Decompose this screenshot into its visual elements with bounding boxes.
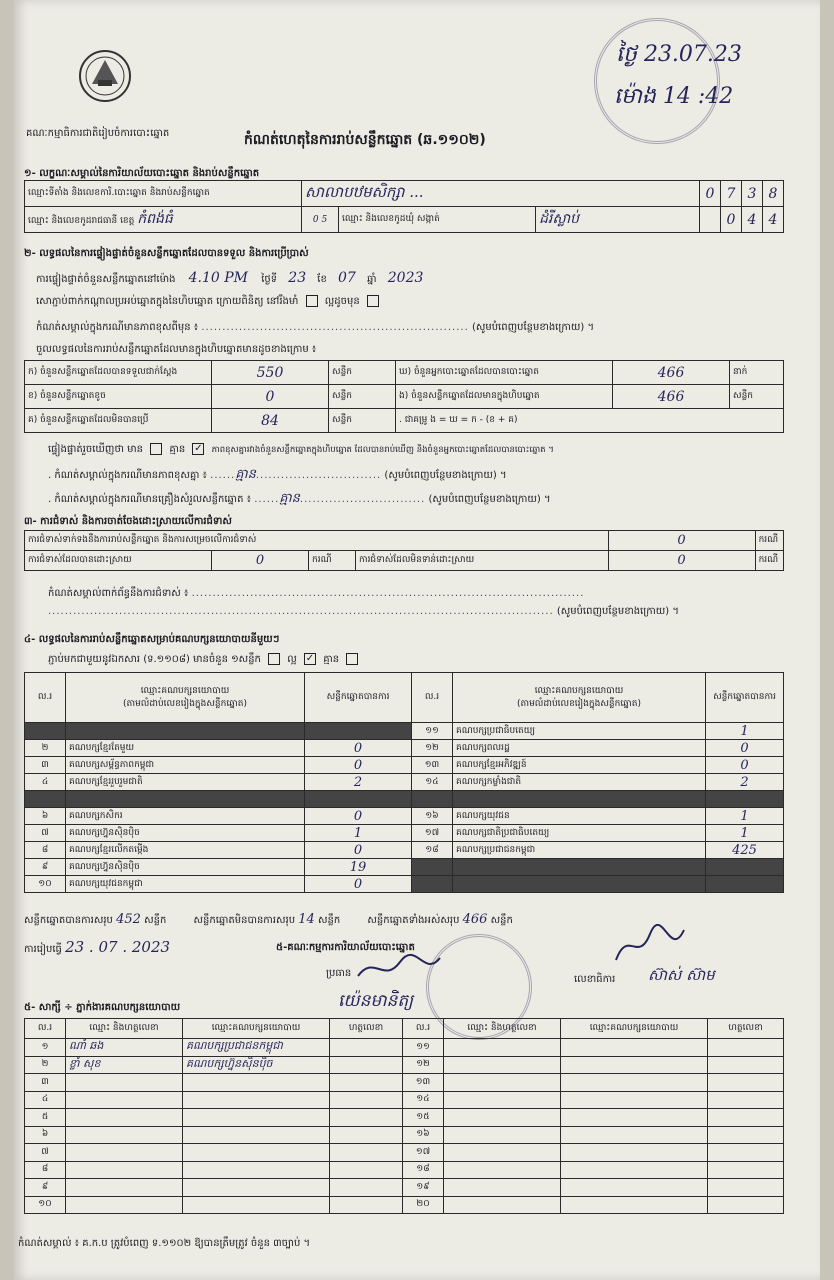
- party-no: [25, 723, 66, 740]
- checkbox-no-diff[interactable]: ✓: [194, 443, 203, 454]
- table-row: [25, 825, 784, 842]
- total-all-value: 466: [462, 912, 488, 927]
- count-label: ង) ចំនួនសន្លឹកឆ្នោតដែលមានក្នុងហិបឆ្នោត: [396, 385, 613, 409]
- party-name: គណបក្សហ្វ៊ុនស៊ិនប៉ិច: [66, 825, 305, 842]
- witness-no: ១៦: [403, 1126, 444, 1144]
- witness-party: គណបក្សហ្វ៊ុនស៊ិនប៉ិច: [183, 1056, 330, 1074]
- count-unit: សន្លឹក: [329, 361, 396, 385]
- party-no: ៨: [25, 842, 66, 859]
- table-row: [25, 791, 784, 808]
- witness-party: [561, 1179, 708, 1197]
- unresolved-value: 0: [608, 551, 755, 571]
- complaint-value: 0: [608, 531, 755, 551]
- witness-signature: [708, 1039, 784, 1057]
- unit-label: សន្លឹក: [317, 915, 341, 926]
- total-valid-value: 452: [116, 912, 141, 927]
- witness-no: ១០: [25, 1196, 66, 1214]
- unresolved-unit: ករណី: [755, 551, 783, 571]
- complaint-unit: ករណី: [755, 531, 783, 551]
- location-table: [24, 180, 784, 233]
- table-row: [25, 774, 784, 791]
- province-code: 0: [312, 214, 319, 225]
- witness-signature: [708, 1161, 784, 1179]
- witness-name: ខ្លាំ សុខ: [66, 1056, 183, 1074]
- party-no: [412, 876, 453, 893]
- party-votes: 1: [305, 825, 412, 842]
- province-value: កំពង់ធំ: [137, 211, 173, 227]
- party-name: គណបក្សជាតិប្រជាធិបតេយ្យ: [453, 825, 706, 842]
- document-title: កំណត់ហេតុនៃការរាប់សន្លឹកឆ្នោត (ឆ.១១០២): [244, 132, 486, 148]
- witness-party: [561, 1144, 708, 1162]
- party-no: [412, 859, 453, 876]
- witness-signature: [330, 1161, 403, 1179]
- note2-line: . កំណត់សម្គាល់ក្នុងករណីមានគ្រឿងសំរួលសន្លឹកឆ្នោត ៖ ......គ្មាន.............................. (សូមបំពេញបន្ថែមខាងក្រោយ) ។: [48, 491, 551, 506]
- section3-heading: ៣- ការជំទាស់ និងការចាត់ចែងដោះស្រាយលើការជំទាស់: [24, 516, 232, 527]
- party-votes: 2: [706, 774, 784, 791]
- party-votes: 2: [305, 774, 412, 791]
- witness-signature: [330, 1039, 403, 1057]
- chair-role: ប្រធាន: [326, 968, 352, 979]
- party-no: ៦: [25, 808, 66, 825]
- party-name: [453, 876, 706, 893]
- opt-none-label: គ្មាន: [323, 654, 340, 665]
- location-label: ឈ្មោះទីតាំង និងលេខការិ.បោះឆ្នោត និងរាប់សន្លឹកឆ្នោត: [25, 181, 302, 207]
- col-party-sub: (តាមលំដាប់លេខរៀងក្នុងសន្លឹកឆ្នោត): [123, 698, 247, 709]
- province-label: ឈ្មោះ និងលេខកូដរាជធានី ខេត្ត: [28, 216, 135, 226]
- witness-no: ២០: [403, 1196, 444, 1214]
- count-label: គ) ចំនួនសន្លឹកឆ្នោតដែលមិនបានប្រើ: [25, 409, 212, 433]
- table-row: [25, 1126, 784, 1144]
- witness-name: [444, 1161, 561, 1179]
- complaint-table: [24, 530, 784, 571]
- day-label: ថ្ងៃទី: [261, 274, 278, 285]
- discrepancy-line: [48, 442, 554, 457]
- voted-value: 466: [613, 361, 730, 385]
- complaint-note-label: កំណត់សម្គាល់ពាក់ព័ន្ធនឹងការជំទាស់ ៖: [48, 588, 189, 599]
- party-no: ១៧: [412, 825, 453, 842]
- party-name: គណបក្សខ្មែរលើកតម្កើង: [66, 842, 305, 859]
- complaint-note-cont: ......................................................................................................................... (សូមបំពេញបន្ថែមខាងក្រោយ) ។: [48, 606, 679, 617]
- witness-party: [561, 1109, 708, 1127]
- witness-party: [183, 1091, 330, 1109]
- witness-signature: [330, 1196, 403, 1214]
- party-no: ១៨: [412, 842, 453, 859]
- commune-code-digit: 4: [742, 207, 763, 233]
- witness-name: [444, 1196, 561, 1214]
- count-label: ខ) ចំនួនសន្លឹកឆ្នោតខូច: [25, 385, 212, 409]
- complaint-label: ការជំទាស់ទាក់ទងនឹងការរាប់សន្លឹកឆ្នោត និងការសម្រេចលើការជំទាស់: [25, 531, 609, 551]
- witness-name: [66, 1179, 183, 1197]
- witness-no: ១៣: [403, 1074, 444, 1092]
- count-unit: សន្លឹក: [730, 385, 784, 409]
- secretary-name: ស៊ាស់ ស៊ាម: [648, 966, 715, 984]
- party-name: [453, 859, 706, 876]
- witness-signature: [330, 1109, 403, 1127]
- witness-party: [183, 1196, 330, 1214]
- party-no: ១១: [412, 723, 453, 740]
- col-votes-header: សន្លឹកឆ្នោតបានការ: [305, 673, 412, 723]
- witness-party: [183, 1109, 330, 1127]
- party-votes: 425: [706, 842, 784, 859]
- witness-party: [183, 1144, 330, 1162]
- check-label: ផ្ទៀងផ្ទាត់រួចឃើញថា មាន: [48, 444, 144, 455]
- party-name: គណបក្សប្រជាធិបតេយ្យ: [453, 723, 706, 740]
- witness-no: ១៤: [403, 1091, 444, 1109]
- party-name: [66, 723, 305, 740]
- witness-no: ៩: [25, 1179, 66, 1197]
- witness-name: [66, 1144, 183, 1162]
- col-no-header: ល.រ: [412, 673, 453, 723]
- unresolved-label: ការជំទាស់ដែលមិនទាន់ដោះស្រាយ: [356, 551, 609, 571]
- col-votes-header: សន្លឹកឆ្នោតបានការ: [706, 673, 784, 723]
- table-row: [25, 808, 784, 825]
- witness-signature: [330, 1091, 403, 1109]
- ballot-count-table: [24, 360, 784, 433]
- witness-name: ណាំ ឆង: [66, 1039, 183, 1057]
- note1-line: . កំណត់សម្គាល់ក្នុងករណីមានភាពខុសគ្នា ៖ ......គ្មាន.............................. (សូមបំពេញបន្ថែមខាងក្រោយ) ។: [48, 467, 507, 482]
- table-row: [25, 1039, 784, 1057]
- witness-party: [561, 1091, 708, 1109]
- table-row: [25, 723, 784, 740]
- secretary-signature-icon: [610, 924, 690, 968]
- party-no: [412, 791, 453, 808]
- party-no: ១៦: [412, 808, 453, 825]
- party-no: ៧: [25, 825, 66, 842]
- diff-note-line: កំណត់សម្គាល់ក្នុងករណីមានភាពខុសពីមុន ៖ ................................................................ (សូមបំពេញបន្ថែមខាងក្រោយ) ។: [36, 322, 595, 333]
- intact-label: ល្អដូចមុន: [324, 296, 360, 307]
- w-col-sign: ហត្ថលេខា: [708, 1019, 784, 1039]
- table-row: [25, 740, 784, 757]
- witness-signature: [330, 1074, 403, 1092]
- table-row: [25, 1144, 784, 1162]
- party-votes: [706, 859, 784, 876]
- witness-no: ១៨: [403, 1161, 444, 1179]
- total-invalid-value: 14: [298, 912, 315, 927]
- made-at-line: [24, 938, 170, 957]
- location-value: សាលាបឋមសិក្សា ...: [302, 181, 700, 207]
- resolved-label: ការជំទាស់ដែលបានដោះស្រាយ: [25, 551, 212, 571]
- chair-signature-icon: [354, 948, 444, 988]
- party-no: [25, 791, 66, 808]
- party-no: ៣: [25, 757, 66, 774]
- verify-label: ការផ្ទៀងផ្ទាត់ចំនួនសន្លឹកឆ្នោតនៅម៉ោង: [36, 274, 176, 285]
- party-no: ៩: [25, 859, 66, 876]
- party-votes: 0: [706, 757, 784, 774]
- w-col-sign: ហត្ថលេខា: [330, 1019, 403, 1039]
- party-votes: 0: [305, 808, 412, 825]
- witness-signature: [708, 1196, 784, 1214]
- col-party-header: ឈ្មោះគណបក្សនយោបាយ: [140, 685, 230, 696]
- resolved-unit: ករណី: [309, 551, 356, 571]
- party-no: ១០: [25, 876, 66, 893]
- complaint-note-tail: (សូមបំពេញបន្ថែមខាងក្រោយ) ។: [556, 606, 679, 617]
- diff-note-tail: (សូមបំពេញបន្ថែមខាងក្រោយ) ។: [471, 322, 595, 333]
- note1-tail: (សូមបំពេញបន្ថែមខាងក្រោយ) ។: [384, 470, 507, 481]
- party-votes: [305, 723, 412, 740]
- party-name: [453, 791, 706, 808]
- witness-no: ១៩: [403, 1179, 444, 1197]
- witness-signature: [330, 1144, 403, 1162]
- province-code: 5: [321, 214, 328, 225]
- w-col-name: ឈ្មោះ និងហត្ថលេខា: [66, 1019, 183, 1039]
- note2-tail: (សូមបំពេញបន្ថែមខាងក្រោយ) ។: [428, 494, 551, 505]
- witness-party: [183, 1074, 330, 1092]
- section4-heading: ៤- លទ្ធផលនៃការរាប់សន្លឹកឆ្នោតសម្រាប់គណបក្សនយោបាយនីមួយៗ: [24, 634, 280, 645]
- witness-name: [444, 1039, 561, 1057]
- witness-signature: [330, 1126, 403, 1144]
- party-votes: 1: [706, 825, 784, 842]
- checkbox-has-diff[interactable]: [150, 443, 162, 455]
- witness-party: [183, 1126, 330, 1144]
- witness-party: [183, 1179, 330, 1197]
- note2-label: . កំណត់សម្គាល់ក្នុងករណីមានគ្រឿងសំរួលសន្លឹកឆ្នោត ៖: [48, 494, 251, 505]
- party-no: ១៤: [412, 774, 453, 791]
- unused-value: 84: [212, 409, 329, 433]
- witness-signature: [708, 1074, 784, 1092]
- table-row: [25, 1109, 784, 1127]
- witness-signature: [330, 1056, 403, 1074]
- witness-party: [183, 1161, 330, 1179]
- party-votes: 0: [706, 740, 784, 757]
- witness-no: ៨: [25, 1161, 66, 1179]
- party-name: គណបក្សសម្ព័ន្ធភាពកម្ពុជា: [66, 757, 305, 774]
- witness-no: ៧: [25, 1144, 66, 1162]
- attachment-line: [48, 652, 362, 667]
- witness-no: ២: [25, 1056, 66, 1074]
- party-name: គណបក្សខ្មែរតែមួយ: [66, 740, 305, 757]
- table-row: [25, 757, 784, 774]
- col-party-sub: (តាមលំដាប់លេខរៀងក្នុងសន្លឹកឆ្នោត): [517, 698, 641, 709]
- in-box-value: 466: [613, 385, 730, 409]
- witness-name: [66, 1074, 183, 1092]
- diff-note-label: កំណត់សម្គាល់ក្នុងករណីមានភាពខុសពីមុន ៖: [36, 322, 199, 333]
- attachment-label: ភ្ជាប់មកជាមួយនូវឯកសារ (ទ.១១០៨) មានចំនួន ១សន្លឹក: [48, 654, 261, 665]
- verify-day: 23: [288, 270, 307, 286]
- commune-code-digit: 0: [721, 207, 742, 233]
- table-row: [25, 1161, 784, 1179]
- witness-no: ១: [25, 1039, 66, 1057]
- stamp-date: ថ្ងៃ 23.07.23: [616, 42, 742, 67]
- table-row: [25, 1074, 784, 1092]
- opt-good-label: ល្អ: [287, 654, 297, 665]
- section2-heading: ២- លទ្ធផលនៃការផ្ទៀងផ្ទាត់ចំនួនសន្លឹកឆ្នោតដែលបានទទួល និងការប្រើប្រាស់: [24, 248, 309, 259]
- party-votes: [706, 791, 784, 808]
- committee-name: គណៈកម្មាធិការជាតិរៀបចំការបោះឆ្នោត: [26, 128, 170, 139]
- witness-signature: [708, 1056, 784, 1074]
- section1-heading: ១- លក្ខណៈសម្គាល់នៃការិយាល័យបោះឆ្នោត និងរាប់សន្លឹកឆ្នោត: [24, 168, 260, 179]
- party-votes: 1: [706, 723, 784, 740]
- note2-value: គ្មាន: [279, 491, 300, 506]
- party-name: គណបក្សយុវជន: [453, 808, 706, 825]
- w-col-party: ឈ្មោះគណបក្សនយោបាយ: [183, 1019, 330, 1039]
- party-name: គណបក្សកសិករ: [66, 808, 305, 825]
- witness-name: [66, 1126, 183, 1144]
- total-all-label: សន្លឹកឆ្នោតទាំងអស់សរុប: [367, 915, 460, 926]
- note1-value: គ្មាន: [235, 467, 256, 482]
- witness-name: [444, 1074, 561, 1092]
- witness-no: ៦: [25, 1126, 66, 1144]
- footer-note: កំណត់សម្គាល់ ៖ គ.ក.ប ត្រូវបំពេញ ទ.១១០២ ឱ្យបានត្រឹមត្រូវ ចំនួន ៣ច្បាប់ ។: [18, 1238, 311, 1249]
- table-row: [25, 876, 784, 893]
- witness-no: ៤: [25, 1091, 66, 1109]
- col-no-header: ល.រ: [25, 673, 66, 723]
- commune-label: ឈ្មោះ និងលេខកូដឃុំ សង្កាត់: [339, 207, 536, 233]
- witness-signature: [708, 1091, 784, 1109]
- verify-year: 2023: [387, 270, 424, 286]
- party-votes: 0: [305, 757, 412, 774]
- witness-name: [66, 1196, 183, 1214]
- witness-no: ១៧: [403, 1144, 444, 1162]
- witness-no: ៥: [25, 1109, 66, 1127]
- checkbox-att-none[interactable]: [346, 653, 358, 665]
- party-no: ៤: [25, 774, 66, 791]
- witness-no: ១៥: [403, 1109, 444, 1127]
- none-label: គ្មាន: [169, 444, 186, 455]
- party-votes: 0: [305, 740, 412, 757]
- nec-emblem-icon: [72, 48, 138, 104]
- witness-signature: [708, 1126, 784, 1144]
- party-no: ២: [25, 740, 66, 757]
- witness-name: [444, 1126, 561, 1144]
- unit-label: សន្លឹក: [144, 915, 167, 926]
- count-label: ក) ចំនួនសន្លឹកឆ្នោតដែលបានទទួលជាក់ស្តែង: [25, 361, 212, 385]
- witness-name: [444, 1144, 561, 1162]
- witness-signature: [330, 1179, 403, 1197]
- witness-party: [561, 1074, 708, 1092]
- made-at-label: ការរៀបធ្វើ: [24, 944, 62, 955]
- witness-no: ១១: [403, 1039, 444, 1057]
- witness-no: ១២: [403, 1056, 444, 1074]
- received-value: 550: [212, 361, 329, 385]
- w-col-party: ឈ្មោះគណបក្សនយោបាយ: [561, 1019, 708, 1039]
- count-label: ឃ) ចំនួនអ្នកបោះឆ្នោតដែលបានបោះឆ្នោត: [396, 361, 613, 385]
- table-row: [25, 842, 784, 859]
- document-page: [14, 0, 820, 1280]
- count-unit: សន្លឹក: [329, 385, 396, 409]
- party-votes: 19: [305, 859, 412, 876]
- location-code-digit: 8: [763, 181, 784, 207]
- checkbox-broken[interactable]: [306, 295, 318, 307]
- party-name: គណបក្សយុវជនកម្ពុជា: [66, 876, 305, 893]
- witness-name: [66, 1161, 183, 1179]
- witness-party: [561, 1161, 708, 1179]
- witness-no: ៣: [25, 1074, 66, 1092]
- party-name: គណបក្សប្រជាជនកម្ពុជា: [453, 842, 706, 859]
- stamp-time: ម៉ោង 14 :42: [614, 84, 734, 109]
- verify-time: 4.10 PM: [188, 270, 249, 286]
- section5-heading: ៥- សាក្សី ÷ ភ្នាក់ងារគណបក្សនយោបាយ: [24, 1002, 181, 1013]
- totals-line: [24, 912, 513, 928]
- checkbox-intact[interactable]: [367, 295, 379, 307]
- w-col-no: ល.រ: [403, 1019, 444, 1039]
- verify-month: 07: [338, 270, 356, 286]
- party-votes: [305, 791, 412, 808]
- location-code-digit: 0: [700, 181, 721, 207]
- location-code-digit: 3: [742, 181, 763, 207]
- seal-check-line: [36, 294, 383, 309]
- party-name: គណបក្សហ្វ៊ុនស៊ិនប៉ិច: [66, 859, 305, 876]
- table-row: [25, 859, 784, 876]
- col-party-header: ឈ្មោះគណបក្សនយោបាយ: [534, 685, 624, 696]
- commune-code-digit: 4: [763, 207, 784, 233]
- seal-check-label: សោភ្ជាប់ពាក់កណ្តាលប្រអប់ឆ្នោតក្នុងនៃហិបឆ្នោត ក្រោយពិនិត្យ នៅរឹងមាំ: [36, 296, 299, 307]
- discrepancy-text: ភាពខុសគ្នារវាងចំនួនសន្លឹកឆ្នោតក្នុងហិបឆ្នោត ដែលបានរាប់ឃើញ និងចំនួនអ្នកបោះឆ្នោតដែលបានបោះឆ្នោត ។: [211, 445, 554, 455]
- witness-name: [66, 1109, 183, 1127]
- official-seal: [594, 18, 720, 144]
- witness-signature: [708, 1109, 784, 1127]
- party-name: គណបក្សកម្លាំងជាតិ: [453, 774, 706, 791]
- result-intro: ចួលលទ្ធផលនៃការរាប់សន្លឹកឆ្នោតដែលមានក្នុងហិបឆ្នោតមានដូចខាងក្រោម ៖: [36, 344, 317, 355]
- checkbox-att-bad[interactable]: [268, 653, 280, 665]
- party-name: គណបក្សខ្មែររួបរួមជាតិ: [66, 774, 305, 791]
- party-votes: 1: [706, 808, 784, 825]
- total-invalid-label: សន្លឹកឆ្នោតមិនបានការសរុប: [193, 915, 296, 926]
- witness-party: [561, 1039, 708, 1057]
- party-votes: [706, 876, 784, 893]
- made-at-date: 23 . 07 . 2023: [65, 938, 171, 956]
- checkbox-att-good[interactable]: ✓: [305, 653, 315, 664]
- complaint-note-line: កំណត់សម្គាល់ពាក់ព័ន្ធនឹងការជំទាស់ ៖ ..............................................................................................: [48, 588, 585, 599]
- table-row: [25, 1179, 784, 1197]
- party-votes: 0: [305, 876, 412, 893]
- witness-name: [444, 1109, 561, 1127]
- witness-name: [444, 1179, 561, 1197]
- party-results-table: [24, 672, 784, 893]
- total-valid-label: សន្លឹកឆ្នោតបានការសរុប: [24, 915, 113, 926]
- verify-line: [36, 270, 431, 287]
- secretary-role: លេខាធិការ: [574, 974, 616, 985]
- witness-signature: [708, 1144, 784, 1162]
- formula-text: . ជាគម្រូ ង = ឃ = ក - (ខ + គ): [396, 409, 784, 433]
- party-name: [66, 791, 305, 808]
- witness-party: [561, 1196, 708, 1214]
- month-label: ខែ: [317, 274, 327, 285]
- witness-name: [66, 1091, 183, 1109]
- chair-name: យ៉េនមានិត្យ: [338, 991, 414, 1011]
- witness-party: គណបក្សប្រជាជនកម្ពុជា: [183, 1039, 330, 1057]
- note1-label: . កំណត់សម្គាល់ក្នុងករណីមានភាពខុសគ្នា ៖: [48, 470, 207, 481]
- year-label: ឆ្នាំ: [367, 274, 377, 285]
- table-row: [25, 1091, 784, 1109]
- witness-name: [444, 1056, 561, 1074]
- table-row: [25, 1196, 784, 1214]
- party-name: គណបក្សខ្មែរអភិវឌ្ឍន៍: [453, 757, 706, 774]
- commission-label: ៥-គណៈកម្មការការិយាល័យបោះឆ្នោត: [276, 942, 415, 953]
- count-unit: នាក់: [730, 361, 784, 385]
- party-name: គណបក្សពលរដ្ឋ: [453, 740, 706, 757]
- spoiled-value: 0: [212, 385, 329, 409]
- count-unit: សន្លឹក: [329, 409, 396, 433]
- witness-name: [444, 1091, 561, 1109]
- commune-value: ដំរីស្លាប់: [536, 207, 700, 233]
- party-no: ១២: [412, 740, 453, 757]
- party-no: ១៣: [412, 757, 453, 774]
- table-row: [25, 1056, 784, 1074]
- witness-party: [561, 1056, 708, 1074]
- witness-signature: [708, 1179, 784, 1197]
- w-col-no: ល.រ: [25, 1019, 66, 1039]
- resolved-value: 0: [212, 551, 309, 571]
- unit-label: សន្លឹក: [490, 915, 513, 926]
- w-col-name: ឈ្មោះ និងហត្ថលេខា: [444, 1019, 561, 1039]
- witness-table: [24, 1018, 784, 1214]
- party-votes: 0: [305, 842, 412, 859]
- location-code-digit: 7: [721, 181, 742, 207]
- witness-party: [561, 1126, 708, 1144]
